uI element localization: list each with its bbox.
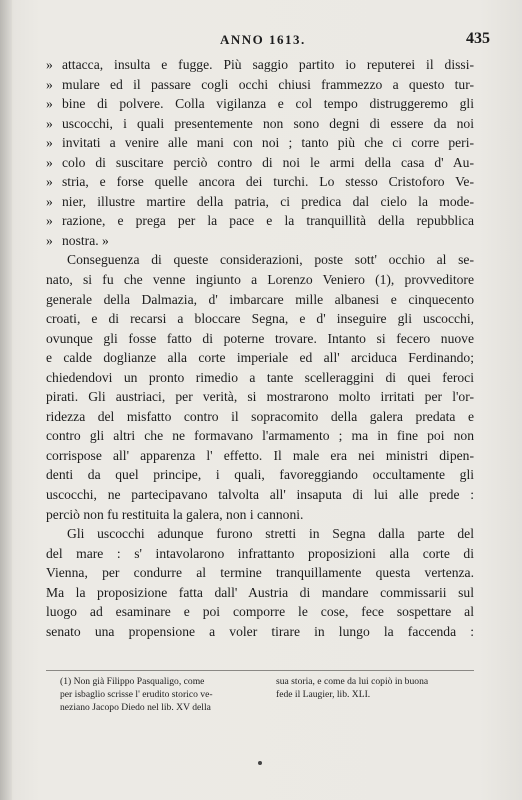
text-line: Ma la proposizione fatta dall' Austria di mandare commissarii sul [46, 584, 474, 600]
quote-mark: » [46, 213, 53, 229]
text-line: generale della Dalmazia, d' imbarcare mille albanesi e cinquecento [46, 291, 474, 307]
quote-mark: » [46, 96, 53, 112]
page-number: 435 [466, 30, 490, 47]
text-line: denti da quel principe, i quali, favoreggiando occultamente gli [46, 467, 474, 483]
text-line: nato, si fu che venne ingiunto a Lorenzo Veniero (1), provveditore [46, 272, 474, 288]
running-title: ANNO 1613. [220, 32, 306, 47]
footnote-line: per isbaglio scrisse l' erudito storico ve- [60, 688, 213, 700]
text-line: perciò non fu restituita la galera, non i cannoni. [46, 506, 304, 522]
quote-mark: » [46, 193, 53, 209]
text-line: uscocchi, i quali presentemente non sono degni di essere da noi [62, 115, 474, 131]
text-line: luogo ad esaminare e poi comporre le cose, fece sospettare al [46, 604, 474, 620]
body-text [46, 55, 474, 641]
text-line: stria, e forse quelle ancora dei turchi. Lo stesso Cristoforo Ve- [62, 174, 474, 190]
footnote-left-column [60, 676, 270, 714]
ink-dot [258, 761, 262, 765]
text-line: mulare ed il passare cogli occhi chiusi frammezzo a questo tur- [62, 76, 474, 92]
footnote-divider [46, 670, 474, 671]
quote-mark: » [46, 135, 53, 151]
text-line: ovunque gli fosse fatto di poterne trovare. Intanto si fecero nuove [46, 330, 474, 346]
footnote-line: fede il Laugier, lib. XLI. [276, 688, 371, 700]
text-line: nier, illustre martire della patria, ci predica dal cielo la mode- [62, 193, 474, 209]
paragraph-start: Conseguenza di queste considerazioni, poste sott' occhio al se- [67, 252, 474, 268]
quote-mark: » [46, 154, 53, 170]
text-line: pirati. Gli austriaci, per verità, si mostrarono molto irritati per l'or- [46, 389, 474, 405]
quote-mark: » [46, 76, 53, 92]
text-line: Vienna, per condurre al termine tranquillamente questa vertenza. [46, 565, 474, 581]
text-line: contro gli altri che ne formavano l'armamento ; ma in fine poi non [46, 428, 474, 444]
quote-mark: » [46, 174, 53, 190]
text-line: nostra. » [62, 232, 109, 248]
text-line: e calde doglianze alla corte imperiale ed all' arciduca Ferdinando; [46, 350, 474, 366]
text-line: corrispose all' apparenza l' effetto. Il male era nei ministri dipen- [46, 447, 474, 463]
page-header [60, 32, 490, 50]
text-line: croati, e di recarsi a bloccare Segna, e d' inseguire gli uscocchi, [46, 311, 474, 327]
text-line: chiedendovi un pronto rimedio a tante scelleraggini di quei feroci [46, 369, 474, 385]
text-line: invitati a venire alle mani con noi ; tanto più che ci corre peri- [62, 135, 474, 151]
footnote-line: neziano Jacopo Diedo nel lib. XV della [60, 701, 211, 713]
text-line: attacca, insulta e fugge. Più saggio partito io reputerei il dissi- [62, 57, 474, 72]
footnote-line: sua storia, e come da lui copiò in buona [276, 676, 429, 687]
quote-mark: » [46, 232, 53, 248]
page-gutter-shadow [0, 0, 12, 800]
footnote-right-column [276, 676, 486, 702]
quote-mark: » [46, 115, 53, 131]
text-line: colo di suscitare perciò contro di noi le armi della casa d' Au- [62, 154, 474, 170]
text-line: uscocchi, ne partecipavano talvolta all' insaputa di lui alle prede : [46, 487, 474, 503]
text-line: razione, e prega per la pace e la tranquillità della repubblica [62, 213, 474, 229]
footnote-line: (1) Non già Filippo Pasqualigo, come [60, 676, 205, 687]
text-line: ridezza del misfatto contro il sopracomito della galera predata e [46, 408, 474, 424]
text-line: senato una propensione a voler tirare in lungo la faccenda : [46, 623, 474, 639]
text-line: bine di polvere. Colla vigilanza e col tempo distruggeremo gli [62, 96, 474, 112]
quote-mark: » [46, 57, 53, 72]
paragraph-start: Gli uscocchi adunque furono stretti in Segna dalla parte del [67, 526, 474, 542]
text-line: del mare : s' intavolarono infrattanto proposizioni alla corte di [46, 545, 474, 561]
